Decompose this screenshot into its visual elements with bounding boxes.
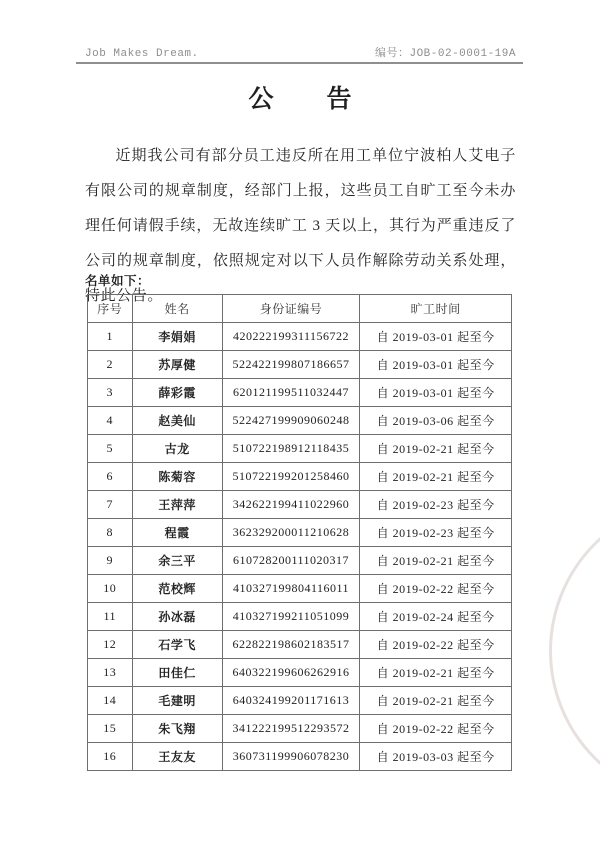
serial-cell: 9	[88, 547, 133, 575]
name-cell: 程霞	[132, 519, 222, 547]
absence-period-cell: 自 2019-02-24 起至今	[360, 603, 512, 631]
absence-period-cell: 自 2019-02-21 起至今	[360, 463, 512, 491]
serial-cell: 11	[88, 603, 133, 631]
table-row	[88, 491, 512, 519]
serial-cell: 1	[88, 323, 133, 351]
table-row	[88, 743, 512, 771]
serial-cell: 6	[88, 463, 133, 491]
absence-period-cell: 自 2019-03-06 起至今	[360, 407, 512, 435]
column-header-serial: 序号	[88, 295, 133, 323]
absence-period-cell: 自 2019-02-22 起至今	[360, 715, 512, 743]
doc-number-label: 编号：	[374, 48, 410, 60]
absence-period-cell: 自 2019-02-21 起至今	[360, 547, 512, 575]
name-cell: 朱飞翔	[132, 715, 222, 743]
id-number-cell: 640324199201171613	[222, 687, 359, 715]
page-title: 公 告	[248, 86, 366, 113]
name-cell: 薛彩霞	[132, 379, 222, 407]
name-cell: 石学飞	[132, 631, 222, 659]
id-number-cell: 640322199606262916	[222, 659, 359, 687]
id-number-cell: 362329200011210628	[222, 519, 359, 547]
id-number-cell: 410327199211051099	[222, 603, 359, 631]
serial-cell: 7	[88, 491, 133, 519]
seal-stamp-partial	[549, 498, 600, 804]
id-number-cell: 622822198602183517	[222, 631, 359, 659]
column-header-id-number: 身份证编号	[222, 295, 359, 323]
absence-period-cell: 自 2019-03-01 起至今	[360, 379, 512, 407]
serial-cell: 2	[88, 351, 133, 379]
absence-period-cell: 自 2019-02-21 起至今	[360, 659, 512, 687]
doc-number-value: JOB-02-0001-19A	[409, 48, 516, 60]
absence-period-cell: 自 2019-02-21 起至今	[360, 687, 512, 715]
id-number-cell: 610728200111020317	[222, 547, 359, 575]
name-cell: 苏厚健	[132, 351, 222, 379]
name-cell: 田佳仁	[132, 659, 222, 687]
table-row	[88, 323, 512, 351]
serial-cell: 8	[88, 519, 133, 547]
name-cell: 孙冰磊	[132, 603, 222, 631]
absence-period-cell: 自 2019-02-22 起至今	[360, 631, 512, 659]
table-row	[88, 631, 512, 659]
list-label: 名单如下：	[85, 274, 151, 288]
table-row	[88, 463, 512, 491]
name-cell: 古龙	[132, 435, 222, 463]
table-row	[88, 435, 512, 463]
absence-period-cell: 自 2019-02-23 起至今	[360, 491, 512, 519]
name-cell: 王萍萍	[132, 491, 222, 519]
absence-roster-table	[87, 294, 512, 771]
table-row	[88, 659, 512, 687]
column-header-absence-period: 旷工时间	[360, 295, 512, 323]
column-header-name: 姓名	[132, 295, 222, 323]
table-row	[88, 715, 512, 743]
serial-cell: 12	[88, 631, 133, 659]
name-cell: 毛建明	[132, 687, 222, 715]
name-cell: 范校辉	[132, 575, 222, 603]
absence-period-cell: 自 2019-02-22 起至今	[360, 575, 512, 603]
name-cell: 王友友	[132, 743, 222, 771]
serial-cell: 15	[88, 715, 133, 743]
table-row	[88, 575, 512, 603]
absence-period-cell: 自 2019-02-23 起至今	[360, 519, 512, 547]
serial-cell: 14	[88, 687, 133, 715]
table-row	[88, 547, 512, 575]
id-number-cell: 410327199804116011	[222, 575, 359, 603]
table-header-row	[88, 295, 512, 323]
serial-cell: 13	[88, 659, 133, 687]
absence-period-cell: 自 2019-03-01 起至今	[360, 323, 512, 351]
header-slogan: Job Makes Dream.	[85, 48, 199, 60]
id-number-cell: 522427199909060248	[222, 407, 359, 435]
table-row	[88, 407, 512, 435]
id-number-cell: 342622199411022960	[222, 491, 359, 519]
serial-cell: 3	[88, 379, 133, 407]
table-row	[88, 603, 512, 631]
absence-period-cell: 自 2019-02-21 起至今	[360, 435, 512, 463]
name-cell: 余三平	[132, 547, 222, 575]
name-cell: 李娟娟	[132, 323, 222, 351]
id-number-cell: 360731199906078230	[222, 743, 359, 771]
serial-cell: 4	[88, 407, 133, 435]
name-cell: 赵美仙	[132, 407, 222, 435]
header-divider	[76, 62, 523, 64]
serial-cell: 5	[88, 435, 133, 463]
table-row	[88, 379, 512, 407]
id-number-cell: 341222199512293572	[222, 715, 359, 743]
id-number-cell: 420222199311156722	[222, 323, 359, 351]
id-number-cell: 510722198912118435	[222, 435, 359, 463]
table-row	[88, 687, 512, 715]
id-number-cell: 620121199511032447	[222, 379, 359, 407]
id-number-cell: 510722199201258460	[222, 463, 359, 491]
absence-period-cell: 自 2019-03-03 起至今	[360, 743, 512, 771]
page-header	[85, 44, 516, 60]
id-number-cell: 522422199807186657	[222, 351, 359, 379]
name-cell: 陈菊容	[132, 463, 222, 491]
serial-cell: 10	[88, 575, 133, 603]
table-row	[88, 519, 512, 547]
announcement-paragraph: 近期我公司有部分员工违反所在用工单位宁波柏人艾电子有限公司的规章制度，经部门上报，这些员工自旷工至今未办理任何请假手续，无故连续旷工 3 天以上，其行为严重违反了公司的规章制度，依照规定对以下人员作解除劳动关系处理，特此公告。	[85, 148, 516, 304]
absence-period-cell: 自 2019-03-01 起至今	[360, 351, 512, 379]
doc-number	[375, 44, 516, 60]
serial-cell: 16	[88, 743, 133, 771]
table-row	[88, 351, 512, 379]
